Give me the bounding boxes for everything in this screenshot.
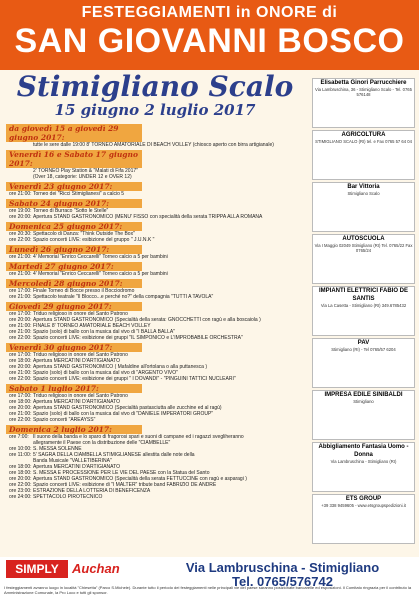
event-time: ore 20:00:	[9, 364, 32, 370]
footer-address: Via Lambruschina - Stimigliano	[185, 560, 380, 575]
event-time: ore 20:30:	[9, 231, 32, 237]
event-time: ore 7:00:	[9, 434, 29, 440]
sponsor-sub: Via Lambruschina - Stimigliano (RI)	[330, 459, 397, 464]
day-header: Lunedì 26 giugno 2017:	[6, 245, 142, 254]
day-header: Martedì 27 giugno 2017:	[6, 262, 142, 271]
event-desc: Spazio concerti LIVE: esibizione del gruppo " J.U.N.K "	[33, 237, 155, 243]
event-desc: Apertura STAND GASTRONOMICO (Specialità pastasciutta alle zucchine ed al ragù)	[33, 405, 222, 411]
day-header: Domenica 25 giugno 2017:	[6, 222, 142, 231]
program-day	[6, 245, 306, 260]
sponsor-sub: Via I Maggio 02049 Stimigliano (RI) Tel. 0765/22 Fax 0765/24	[314, 243, 413, 253]
sponsor-sub: STIMIGLIANO SCALO (RI) tel. e Fax 0765 57 64 04	[315, 139, 412, 144]
event-desc: Apertura STAND GASTRONOMICO ( Mafaldine all'ortolana o alla puttanesca )	[33, 364, 207, 370]
event-desc: allegramente il Paese con la distribuzione delle "CIAMBELLE"	[33, 440, 171, 446]
day-header: Venerdì 23 giugno 2017:	[6, 182, 142, 191]
event-desc: tutte le sere dalle 19:00 8' TORNEO AMATORIALE DI BEACH VOLLEY (chiosco aperto con birra artigianale)	[33, 142, 274, 148]
event-time: ore 18:00:	[9, 399, 32, 405]
event-line	[6, 494, 306, 500]
event-time: ore 17:00:	[9, 352, 32, 358]
sponsor-card	[312, 286, 415, 336]
sponsor-card	[312, 442, 415, 492]
program-day	[6, 343, 306, 382]
day-header: Domenica 2 luglio 2017:	[6, 425, 142, 434]
day-header: Sabato 24 giugno 2017:	[6, 199, 142, 208]
day-header: Sabato 1 luglio 2017:	[6, 384, 142, 393]
event-desc: S. MESSA E PROCESSIONE PER LE VIE DEL PAESE con la Statua del Santo	[33, 470, 210, 476]
event-time: ore 23:00:	[9, 488, 32, 494]
event-desc: Spazio concerti "AREAYSS"	[33, 417, 96, 423]
event-time: ore 17:00:	[9, 311, 32, 317]
sponsor-title: AGRICOLTURA	[341, 132, 386, 138]
event-time: ore 10:00:	[9, 446, 32, 452]
program-day	[6, 150, 306, 180]
day-header: Venerdì 30 giugno 2017:	[6, 343, 142, 352]
event-desc: S. MESSA SOLENNE	[33, 446, 82, 452]
program-day	[6, 279, 306, 300]
sponsor-column	[312, 78, 415, 546]
program-day	[6, 302, 306, 341]
footer-note: I festeggiamenti avranno luogo in località "Chiesetta" (Parco S.Michele). Durante tutto il periodo dei festeggiamenti nelle principali vie del paese saranno posizionate bancarelle ed esposizioni. Il Comitato ringrazia per il contributo la Amministrazione Comunale, la Pro Loco e tutti gli sponsor.	[4, 585, 412, 595]
event-time: ore 22:00:	[9, 417, 32, 423]
event-time: ore 17:00:	[9, 288, 32, 294]
simply-logo: SIMPLY	[6, 560, 68, 578]
day-header: Mercoledì 28 giugno 2017:	[6, 279, 142, 288]
event-time: ore 18:00:	[9, 470, 32, 476]
event-line	[6, 271, 306, 277]
event-desc: Spettacolo teatrale "Il Blocco...e perché no?" della compagnia "TUTTI A TAVOLA"	[33, 294, 214, 300]
event-time: ore 20:00:	[9, 405, 32, 411]
sponsor-sub: Stimigliano Scalo	[347, 191, 380, 196]
event-desc: Spazio concerti LIVE: esibizione dei gruppi " I DOVANDI" - "PINGUINI TATTICI NUCLEARI"	[33, 376, 236, 382]
event-time: ore 18:00:	[9, 464, 32, 470]
sponsor-card	[312, 130, 415, 180]
event-desc: Apertura STAND GASTRONOMICO (Specialità della serata FETTUCCINE con ragù e asparagi )	[33, 476, 247, 482]
event-desc: (Over 18, categorie: UNDER 12 e OVER 12)	[33, 174, 132, 180]
sponsor-card	[312, 338, 415, 388]
event-time: ore 24:00:	[9, 494, 32, 500]
event-desc: Banda Musicale "VALLETIBERINA"	[33, 458, 112, 464]
event-line	[6, 142, 306, 148]
event-time: ore 11:00:	[9, 452, 32, 458]
event-line	[6, 417, 306, 423]
event-line	[6, 254, 306, 260]
event-desc: 4' Memorial "Enrico Ceccarelli" Torneo calcio a 5 per bambini	[33, 254, 168, 260]
program-day	[6, 124, 306, 148]
program-day	[6, 199, 306, 220]
place-title: Stimigliano Scalo	[16, 70, 294, 103]
event-line	[6, 294, 306, 300]
sponsor-title: AUTOSCUOLA	[342, 236, 385, 242]
sponsor-sub: +39 338 9459605 - www.etsgroupspedizioni.it	[321, 503, 406, 508]
event-line	[6, 376, 306, 382]
event-desc: 5' SAGRA DELLA CIAMBELLA STIMIGLIANESE allestita dalle note della	[33, 452, 195, 458]
event-line	[6, 237, 306, 243]
event-desc: Triduo religioso in onore del Santo Patrono	[33, 352, 128, 358]
sponsor-card	[312, 182, 415, 232]
event-time: ore 18:00:	[9, 358, 32, 364]
sponsor-title: Abbigliamento Fantasia Uomo - Donna	[318, 444, 409, 458]
event-desc: Spazio concerti LIVE: esibizione di "I MALTER" tribute band FABRIZIO DE ANDRE	[33, 482, 217, 488]
event-desc: Torneo di Burraco "Sotto le Stelle"	[33, 208, 109, 214]
event-line	[6, 191, 306, 197]
event-desc: FINALE 8' TORNEO AMATORIALE BEACH VOLLEY	[33, 323, 151, 329]
sponsor-title: Bar Vittoria	[347, 184, 380, 190]
event-desc: SPETTACOLO PIROTECNICO	[33, 494, 103, 500]
event-time: ore 21:00:	[9, 191, 32, 197]
day-header: Giovedì 29 giugno 2017:	[6, 302, 142, 311]
event-time: ore 17:00:	[9, 393, 32, 399]
event-time: ore 20:00:	[9, 214, 32, 220]
sponsor-sub: Via Lambruschina, 36 - Stimigliano Scalo - Tel. 0765 576148	[315, 87, 412, 97]
sponsor-title: IMPIANTI ELETTRICI FABIO DE SANTIS	[318, 288, 408, 302]
event-desc: ESTRAZIONE DELLA LOTTERIA DI BENEFICENZA	[33, 488, 151, 494]
title-banner	[0, 0, 419, 70]
event-desc: Apertura MERCATINI D'ARTIGIANATO	[33, 464, 120, 470]
footer-phone: Tel. 0765/576742	[232, 574, 333, 589]
sponsor-card	[312, 390, 415, 440]
day-header: Venerdì 16 e Sabato 17 giugno 2017:	[6, 150, 142, 168]
sponsor-card	[312, 494, 415, 544]
event-desc: Apertura STAND GASTRONOMICO (MENU' FISSO con specialità della serata TRIPPA ALLA ROMANA	[33, 214, 263, 220]
event-time: ore 20:00:	[9, 476, 32, 482]
event-time: ore 21:00:	[9, 370, 32, 376]
program-list	[6, 124, 306, 502]
program-day	[6, 384, 306, 423]
program-day	[6, 262, 306, 277]
event-line	[6, 174, 306, 180]
sponsor-card	[312, 234, 415, 284]
event-desc: Apertura MERCATINI D'ARTIGIANATO	[33, 358, 120, 364]
event-time: ore 19:00:	[9, 208, 32, 214]
event-desc: Torneo dei "Ricci Stimiglianesi" a calcio 5	[33, 191, 125, 197]
sponsor-sub: Via La Casetta - Stimigliano (RI) 349.6785432	[320, 303, 407, 308]
event-line	[6, 214, 306, 220]
event-desc: Apertura STAND GASTRONOMICO (Specialità della serata: GNOCCHETTI con ragù e alla boscaiola )	[33, 317, 261, 323]
event-time: ore 21:00:	[9, 411, 32, 417]
event-time: ore 21:00:	[9, 271, 32, 277]
program-day	[6, 182, 306, 197]
event-desc: Il suono della banda e lo sparo di fragorosi spari e suoni di campane ed i ragazzi svegliheranno	[33, 434, 244, 440]
event-time: ore 21:00:	[9, 294, 32, 300]
event-time: ore 21:00:	[9, 329, 32, 335]
title-line2: SAN GIOVANNI BOSCO	[14, 22, 405, 60]
event-time: ore 20:00:	[9, 317, 32, 323]
event-desc: Apertura MERCATINI D'ARTIGIANATO	[33, 399, 120, 405]
event-desc: Spazio concerti LIVE: esibizione dei gruppi "IL SIMPONICO e L'IMPROBABILE ORCHESTRA"	[33, 335, 243, 341]
auchan-logo: Auchan	[72, 561, 120, 576]
event-time: ore 22:00:	[9, 376, 32, 382]
event-time: ore 21:00:	[9, 323, 32, 329]
dates-title: 15 giugno 2 luglio 2017	[54, 101, 256, 119]
event-desc: Spazio (solo) di ballo con la musica dal vivo di "DANIELE IMPERATORI GROUP"	[33, 411, 214, 417]
event-desc: 4' Memorial "Enrico Ceccarelli" Torneo calcio a 5 per bambini	[33, 271, 168, 277]
event-line	[6, 335, 306, 341]
program-day	[6, 425, 306, 500]
event-desc: Finale Torneo di Bocce presso il Bocciodromo	[33, 288, 135, 294]
event-desc: Spazio (solo) di ballo con la musica dal vivo di "I BALLA BALLA"	[33, 329, 175, 335]
event-desc: Triduo religioso in onore del Santo Patrono	[33, 311, 128, 317]
event-desc: Triduo religioso in onore del Santo Patrono	[33, 393, 128, 399]
sponsor-title: Elisabetta Ginori Parrucchiere	[320, 80, 407, 86]
sponsor-title: IMPRESA EDILE SINIBALDI	[324, 392, 403, 398]
sponsor-card	[312, 78, 415, 128]
title-line1: FESTEGGIAMENTI in ONORE di	[81, 4, 338, 21]
event-desc: Spettacolo di Danza: "Think Outside The Box"	[33, 231, 135, 237]
sponsor-title: ETS GROUP	[345, 496, 382, 502]
sponsor-title: PAV	[357, 340, 370, 346]
event-desc: Spazio (solo) di ballo con la musica dal vivo di "ARGENTO VIVO"	[33, 370, 178, 376]
event-time: ore 22:00:	[9, 237, 32, 243]
event-time: ore 22:00:	[9, 335, 32, 341]
program-day	[6, 222, 306, 243]
event-time: ore 22:00:	[9, 482, 32, 488]
sponsor-sub: Stimigliano	[353, 399, 374, 404]
event-time: ore 21:00:	[9, 254, 32, 260]
event-desc: 2' TORNEO Play Station & "Malati di Fifa 2017"	[33, 168, 138, 174]
sponsor-sub: Stimigliano (RI) - Tel 0765/57 6204	[331, 347, 396, 352]
day-header: da giovedì 15 a giovedì 29 giugno 2017:	[6, 124, 142, 142]
